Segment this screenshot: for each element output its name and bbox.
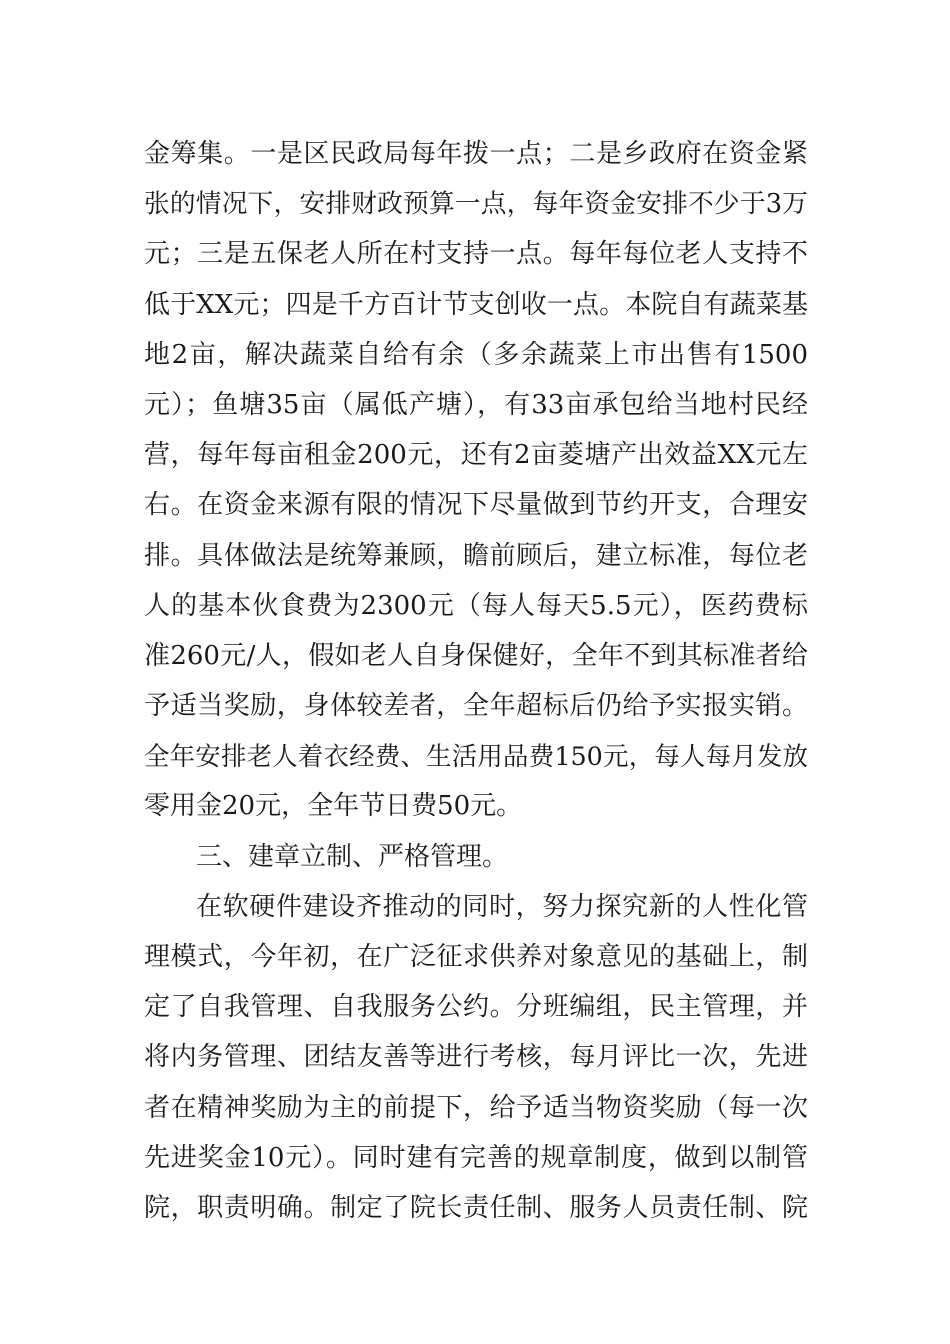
text-line: 先进奖金10元）。同时建有完善的规章制度，做到以制管 xyxy=(144,1142,808,1173)
text-line: 低于XX元；四是千方百计节支创收一点。本院自有蔬菜基 xyxy=(144,289,808,320)
text-line: 者在精神奖励为主的前提下，给予适当物资奖励（每一次 xyxy=(144,1092,808,1123)
text-line: 右。在资金来源有限的情况下尽量做到节约开支，合理安 xyxy=(144,490,808,521)
text-line: 理模式，今年初，在广泛征求供养对象意见的基础上，制 xyxy=(144,942,808,972)
text-line: 予适当奖励，身体较差者，全年超标后仍给予实报实销。 xyxy=(144,691,808,722)
text-line: 金筹集。一是区民政局每年拨一点；二是乡政府在资金紧 xyxy=(144,139,808,169)
body-text xyxy=(144,129,808,1233)
text-line: 排。具体做法是统筹兼顾，瞻前顾后，建立标准，每位老 xyxy=(144,540,808,571)
text-line: 院，职责明确。制定了院长责任制、服务人员责任制、院 xyxy=(144,1192,808,1223)
text-line: 人的基本伙食费为2300元（每人每天5.5元），医药费标 xyxy=(144,590,808,621)
text-line: 全年安排老人着衣经费、生活用品费150元，每人每月发放 xyxy=(144,741,808,772)
paragraph-first-line: 在软硬件建设齐推动的同时，努力探究新的人性化管 xyxy=(196,891,808,922)
text-line: 元）；鱼塘35亩（属低产塘），有33亩承包给当地村民经 xyxy=(144,389,808,420)
section-heading: 三、建章立制、严格管理。 xyxy=(196,841,509,872)
text-line: 定了自我管理、自我服务公约。分班编组，民主管理，并 xyxy=(144,992,808,1023)
text-line: 将内务管理、团结友善等进行考核，每月评比一次，先进 xyxy=(144,1042,808,1073)
text-line: 地2亩，解决蔬菜自给有余（多余蔬菜上市出售有1500 xyxy=(144,339,808,370)
text-line: 张的情况下，安排财政预算一点，每年资金安排不少于3万 xyxy=(144,189,808,220)
text-line: 元；三是五保老人所在村支持一点。每年每位老人支持不 xyxy=(144,239,808,270)
text-line: 营，每年每亩租金200元，还有2亩菱塘产出效益XX元左 xyxy=(144,440,808,471)
paragraph-end-line: 零用金20元，全年节日费50元。 xyxy=(144,791,523,822)
text-line: 准260元/人，假如老人自身保健好，全年不到其标准者给 xyxy=(144,640,808,671)
